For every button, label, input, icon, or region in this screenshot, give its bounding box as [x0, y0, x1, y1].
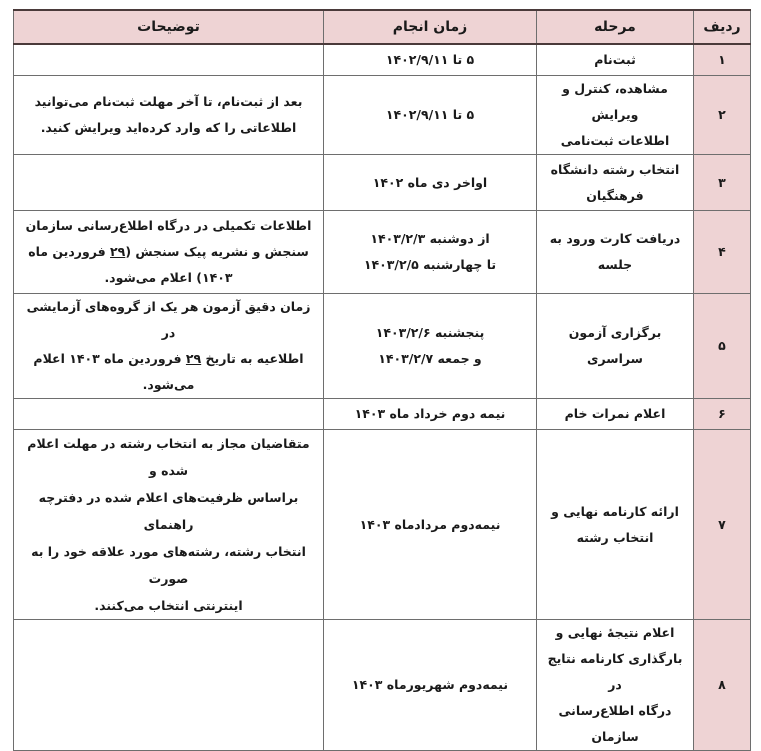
description-text: اطلاعاتی را که وارد کرده‌اید ویرایش کنید.: [40, 120, 297, 135]
time-text: از دوشنبه ۱۴۰۳/۲/۳: [370, 231, 490, 246]
description-cell: [14, 620, 324, 751]
row-number: ۲: [694, 76, 751, 155]
row-number: ۷: [694, 430, 751, 620]
description-cell: [14, 44, 324, 76]
description-cell: [14, 155, 324, 211]
header-stage: مرحله: [537, 10, 694, 44]
table-row: [14, 620, 751, 751]
row-number: ۴: [694, 211, 751, 294]
stage-cell: [537, 76, 694, 155]
stage-cell: [537, 399, 694, 430]
table-row: [14, 211, 751, 294]
time-cell: [324, 76, 537, 155]
stage-text: دریافت کارت ورود به جلسه: [549, 231, 681, 272]
description-fragment: فروردین ماه: [28, 244, 111, 259]
time-text: نیمه دوم خرداد ماه ۱۴۰۳: [354, 406, 506, 421]
description-cell: [14, 294, 324, 399]
description-cell: [14, 211, 324, 294]
time-text: نیمه‌دوم مردادماه ۱۴۰۳: [359, 516, 501, 532]
stage-text: برگزاری آزمون سراسری: [568, 325, 662, 366]
header-time: زمان انجام: [324, 10, 537, 44]
time-text: و جمعه ۱۴۰۳/۲/۷: [378, 351, 482, 366]
time-text: اواخر دی ماه ۱۴۰۲: [372, 174, 488, 190]
stage-text: ارائه کارنامه نهایی و: [551, 503, 679, 519]
stage-text: اعلام نمرات خام: [564, 406, 666, 421]
description-text: زمان دقیق آزمون هر یک از گروه‌های آزمایشی در: [26, 299, 311, 340]
time-cell: [324, 211, 537, 294]
time-cell: [324, 294, 537, 399]
header-description: توضیحات: [14, 10, 324, 44]
description-cell: [14, 430, 324, 620]
row-number: ۶: [694, 399, 751, 430]
stage-text: مشاهده، کنترل و ویرایش: [562, 81, 668, 122]
table-row: [14, 44, 751, 76]
description-cell: [14, 399, 324, 430]
description-fragment: فروردین ماه ۱۴۰۳ اعلام می‌شود.: [33, 351, 195, 392]
description-fragment: سنجش و نشریه پیک سنجش (: [125, 244, 309, 259]
stage-text: درگاه اطلاع‌رسانی سازمان: [558, 703, 672, 744]
stage-cell: [537, 211, 694, 294]
underlined-date: ۲۹: [110, 244, 126, 259]
stage-text: اطلاعات ثبت‌نامی: [560, 133, 670, 148]
row-number: ۱: [694, 44, 751, 76]
table-row: [14, 76, 751, 155]
exam-schedule-table: [13, 9, 751, 751]
table-row: [14, 294, 751, 399]
time-text: ۵ تا ۱۴۰۲/۹/۱۱: [385, 52, 475, 67]
description-text: اینترنتی انتخاب می‌کنند.: [94, 598, 243, 613]
description-text: انتخاب رشته، رشته‌های مورد علاقه خود را به صورت: [31, 544, 306, 586]
table-header-row: [14, 10, 751, 44]
description-text: [20, 239, 317, 265]
stage-cell: [537, 294, 694, 399]
time-cell: [324, 620, 537, 751]
description-text: متقاضیان مجاز به انتخاب رشته در مهلت اعلام شده و: [27, 436, 310, 478]
row-number: ۳: [694, 155, 751, 211]
table-row: [14, 399, 751, 430]
stage-text: فرهنگیان: [586, 187, 644, 203]
description-text: براساس ظرفیت‌های اعلام شده در دفترچه راهنمای: [38, 490, 299, 532]
stage-cell: [537, 620, 694, 751]
table-row: [14, 155, 751, 211]
description-fragment: اطلاعیه به تاریخ: [201, 351, 304, 366]
underlined-date: ۲۹: [185, 351, 202, 366]
description-text: ۱۴۰۳) اعلام می‌شود.: [104, 270, 233, 285]
stage-cell: [537, 155, 694, 211]
description-text: بعد از ثبت‌نام، تا آخر مهلت ثبت‌نام می‌توانید: [34, 94, 303, 109]
stage-text: انتخاب رشته: [576, 529, 654, 545]
row-number: ۵: [694, 294, 751, 399]
description-cell: [14, 76, 324, 155]
header-row-number: ردیف: [694, 10, 751, 44]
stage-text: بارگذاری کارنامه نتایج در: [547, 651, 683, 692]
time-text: نیمه‌دوم شهریورماه ۱۴۰۳: [351, 677, 509, 692]
time-cell: [324, 44, 537, 76]
description-text: [20, 346, 317, 398]
time-cell: [324, 430, 537, 620]
stage-text: انتخاب رشته دانشگاه: [550, 161, 680, 177]
time-text: پنجشنبه ۱۴۰۳/۲/۶: [375, 325, 485, 340]
stage-cell: [537, 44, 694, 76]
table-row: [14, 430, 751, 620]
stage-text: اعلام نتیجهٔ نهایی و: [555, 625, 675, 640]
time-text: ۵ تا ۱۴۰۲/۹/۱۱: [385, 107, 475, 122]
time-text: تا چهارشنبه ۱۴۰۳/۲/۵: [363, 257, 497, 272]
description-text: اطلاعات تکمیلی در درگاه اطلاع‌رسانی سازمان: [25, 218, 312, 233]
row-number: ۸: [694, 620, 751, 751]
stage-cell: [537, 430, 694, 620]
stage-text: ثبت‌نام: [594, 52, 636, 67]
time-cell: [324, 155, 537, 211]
time-cell: [324, 399, 537, 430]
